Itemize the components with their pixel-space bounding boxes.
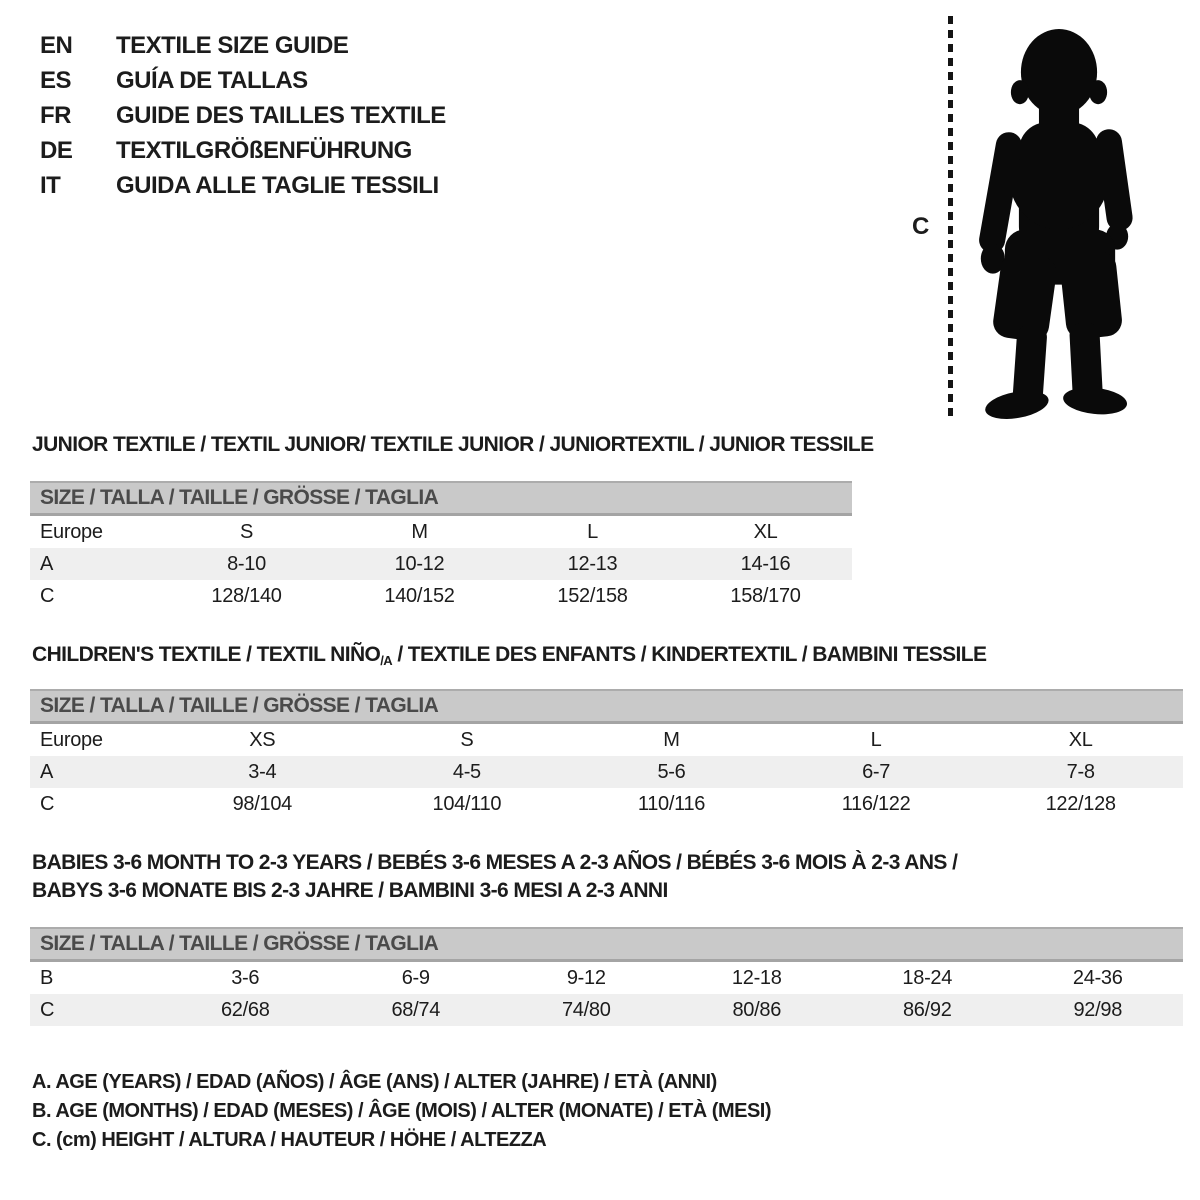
language-title: GUIDE DES TAILLES TEXTILE bbox=[116, 102, 446, 129]
size-cell: S bbox=[460, 729, 474, 751]
language-title: TEXTILE SIZE GUIDE bbox=[116, 32, 349, 59]
value-cell: 98/104 bbox=[232, 793, 292, 815]
value-cell: 80/86 bbox=[732, 999, 782, 1021]
value-cell: 4-5 bbox=[452, 761, 481, 783]
value-cell: 10-12 bbox=[394, 553, 445, 575]
size-table-header: SIZE / TALLA / TAILLE / GRÖSSE / TAGLIA bbox=[30, 689, 1183, 724]
size-cell: XL bbox=[1068, 729, 1093, 751]
value-cell: 86/92 bbox=[902, 999, 952, 1021]
table-row-height bbox=[30, 994, 1183, 1026]
language-row-fr bbox=[40, 98, 446, 133]
value-cell: 140/152 bbox=[384, 585, 455, 607]
value-cell: 152/158 bbox=[557, 585, 628, 607]
language-code: IT bbox=[40, 172, 61, 199]
value-cell: 7-8 bbox=[1066, 761, 1095, 783]
value-cell: 62/68 bbox=[220, 999, 270, 1021]
babies-heading-line2: BABYS 3-6 MONATE BIS 2-3 JAHRE / BAMBINI 3-6 MESI A 2-3 ANNI bbox=[32, 879, 668, 902]
row-label: C bbox=[40, 999, 55, 1021]
value-cell: 158/170 bbox=[730, 585, 801, 607]
size-table-header: SIZE / TALLA / TAILLE / GRÖSSE / TAGLIA bbox=[30, 927, 1183, 962]
value-cell: 116/122 bbox=[841, 793, 911, 815]
value-cell: 92/98 bbox=[1073, 999, 1123, 1021]
language-title: TEXTILGRÖßENFÜHRUNG bbox=[116, 137, 412, 164]
size-cell: XL bbox=[753, 521, 778, 543]
table-row-europe bbox=[30, 724, 1183, 756]
row-label: Europe bbox=[40, 729, 103, 751]
legend bbox=[32, 1068, 771, 1155]
language-title: GUIDA ALLE TAGLIE TESSILI bbox=[116, 172, 439, 199]
size-cell: L bbox=[870, 729, 882, 751]
value-cell: 18-24 bbox=[902, 967, 953, 989]
language-code: DE bbox=[40, 137, 73, 164]
size-cell: S bbox=[239, 521, 254, 543]
table-row-age bbox=[30, 756, 1183, 788]
value-cell: 3-4 bbox=[248, 761, 277, 783]
language-row-de bbox=[40, 133, 446, 168]
value-cell: 12-13 bbox=[567, 553, 618, 575]
junior-size-table bbox=[30, 481, 852, 612]
value-cell: 128/140 bbox=[211, 585, 282, 607]
value-cell: 110/116 bbox=[637, 793, 706, 815]
value-cell: 24-36 bbox=[1072, 967, 1123, 989]
row-label: Europe bbox=[40, 521, 103, 543]
children-heading-prefix: CHILDREN'S TEXTILE / TEXTIL NIÑO bbox=[32, 643, 381, 666]
legend-line-a: A. AGE (YEARS) / EDAD (AÑOS) / ÂGE (ANS) / ALTER (JAHRE) / ETÀ (ANNI) bbox=[32, 1071, 717, 1093]
value-cell: 104/110 bbox=[432, 793, 502, 815]
value-cell: 68/74 bbox=[391, 999, 441, 1021]
children-heading-suffix: / TEXTILE DES ENFANTS / KINDERTEXTIL / BAMBINI TESSILE bbox=[392, 643, 987, 666]
size-cell: XS bbox=[249, 729, 276, 751]
legend-line-c: C. (cm) HEIGHT / ALTURA / HAUTEUR / HÖHE / ALTEZZA bbox=[32, 1129, 547, 1151]
toddler-silhouette-icon bbox=[966, 14, 1148, 420]
language-code: FR bbox=[40, 102, 71, 129]
junior-section-heading: JUNIOR TEXTILE / TEXTIL JUNIOR/ TEXTILE JUNIOR / JUNIORTEXTIL / JUNIOR TESSILE bbox=[32, 433, 874, 456]
value-cell: 8-10 bbox=[227, 553, 266, 575]
height-measure-line bbox=[948, 16, 953, 418]
value-cell: 5-6 bbox=[657, 761, 686, 783]
table-row-height bbox=[30, 788, 1183, 820]
row-label: C bbox=[40, 793, 55, 815]
value-cell: 74/80 bbox=[561, 999, 611, 1021]
children-size-table bbox=[30, 689, 1183, 820]
table-row-months bbox=[30, 962, 1183, 994]
children-heading-subscript: /A bbox=[380, 653, 393, 668]
children-section-heading bbox=[32, 643, 986, 668]
row-label: C bbox=[40, 585, 55, 607]
table-row-height bbox=[30, 580, 852, 612]
table-row-age bbox=[30, 548, 852, 580]
babies-size-table bbox=[30, 927, 1183, 1026]
language-row-it bbox=[40, 168, 446, 203]
language-row-es bbox=[40, 63, 446, 98]
legend-line-b: B. AGE (MONTHS) / EDAD (MESES) / ÂGE (MOIS) / ALTER (MONATE) / ETÀ (MESI) bbox=[32, 1100, 772, 1122]
value-cell: 9-12 bbox=[566, 967, 606, 989]
babies-heading-line1: BABIES 3-6 MONTH TO 2-3 YEARS / BEBÉS 3-6 MESES A 2-3 AÑOS / BÉBÉS 3-6 MOIS À 2-3 ANS / bbox=[32, 851, 958, 874]
babies-section-heading bbox=[32, 849, 957, 905]
size-cell: M bbox=[663, 729, 680, 751]
language-code: EN bbox=[40, 32, 73, 59]
value-cell: 3-6 bbox=[231, 967, 260, 989]
height-measure-label: C bbox=[912, 213, 930, 240]
language-title: GUÍA DE TALLAS bbox=[116, 67, 308, 94]
value-cell: 6-9 bbox=[401, 967, 430, 989]
size-cell: M bbox=[411, 521, 428, 543]
language-code: ES bbox=[40, 67, 72, 94]
row-label: B bbox=[40, 967, 54, 989]
row-label: A bbox=[40, 553, 54, 575]
value-cell: 6-7 bbox=[862, 761, 891, 783]
language-header bbox=[40, 28, 446, 203]
language-row-en bbox=[40, 28, 446, 63]
size-cell: L bbox=[587, 521, 598, 543]
row-label: A bbox=[40, 761, 54, 783]
size-table-header: SIZE / TALLA / TAILLE / GRÖSSE / TAGLIA bbox=[30, 481, 852, 516]
value-cell: 122/128 bbox=[1045, 793, 1116, 815]
value-cell: 12-18 bbox=[731, 967, 782, 989]
table-row-europe bbox=[30, 516, 852, 548]
value-cell: 14-16 bbox=[740, 553, 791, 575]
